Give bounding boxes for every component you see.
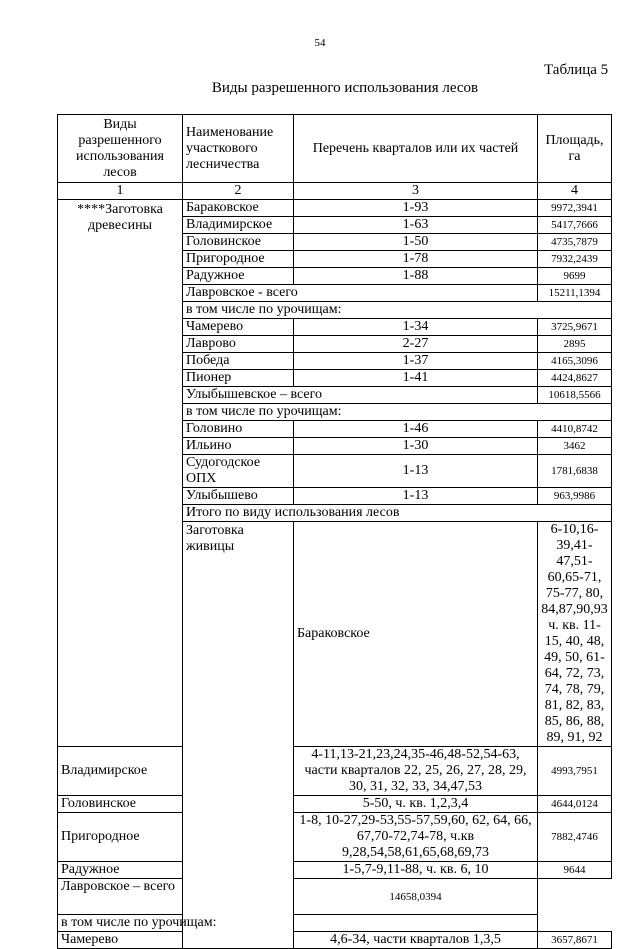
- area: 2895: [538, 336, 612, 353]
- page-number: 54: [314, 37, 326, 49]
- forestry-name: Радужное: [58, 862, 183, 879]
- quarters: 1-34: [294, 319, 538, 336]
- area: 4735,7879: [538, 234, 612, 251]
- area: 3462: [538, 438, 612, 455]
- quarters: 1-50: [294, 234, 538, 251]
- quarters: 1-30: [294, 438, 538, 455]
- column-number: 3: [294, 183, 538, 200]
- table-header-row: [58, 115, 612, 183]
- table-row: [58, 747, 612, 796]
- header-kind: Виды разрешенного использования лесов: [58, 115, 183, 183]
- subtotal-label: Улыбышевское – всего: [183, 387, 538, 404]
- quarters: 1-46: [294, 421, 538, 438]
- table-row: [58, 796, 612, 813]
- column-number: 1: [58, 183, 183, 200]
- quarters: 4,6-34, части кварталов 1,3,5: [294, 932, 538, 949]
- forestry-name: Головинское: [58, 796, 183, 813]
- subtotal-area: 14658,0394: [294, 879, 538, 915]
- quarters: 1-13: [294, 455, 538, 488]
- quarters: 5-50, ч. кв. 1,2,3,4: [294, 796, 538, 813]
- subtotal-area: 15211,1394: [538, 285, 612, 302]
- quarters: 1-78: [294, 251, 538, 268]
- quarters: 1-88: [294, 268, 538, 285]
- quarters: 1-41: [294, 370, 538, 387]
- subheading-label: в том числе по урочищам:: [58, 915, 538, 932]
- column-number: 2: [183, 183, 294, 200]
- area: 4410,8742: [538, 421, 612, 438]
- forestry-name: Бараковское: [183, 200, 294, 217]
- table-row: [58, 862, 612, 879]
- section-kind-resin: Заготовка живицы: [183, 522, 294, 949]
- tract-name: Головино: [183, 421, 294, 438]
- quarters: 1-93: [294, 200, 538, 217]
- area: 4424,8627: [538, 370, 612, 387]
- forestry-name: Владимирское: [58, 747, 183, 796]
- forestry-name: Радужное: [183, 268, 294, 285]
- area: 1781,6838: [538, 455, 612, 488]
- header-quarters: Перечень кварталов или их частей: [294, 115, 538, 183]
- tract-name: Чамерево: [183, 319, 294, 336]
- area: 9972,3941: [538, 200, 612, 217]
- quarters: 1-5,7-9,11-88, ч. кв. 6, 10: [294, 862, 538, 879]
- forestry-name: Головинское: [183, 234, 294, 251]
- subheading-label: в том числе по урочищам:: [183, 302, 612, 319]
- subheading-label: в том числе по урочищам:: [183, 404, 612, 421]
- table-title: Виды разрешенного использования лесов: [211, 80, 479, 96]
- tract-name: Судогодское ОПХ: [183, 455, 294, 488]
- subtotal-area: 10618,5566: [538, 387, 612, 404]
- forest-use-table: [57, 114, 612, 949]
- area: 7932,2439: [538, 251, 612, 268]
- area: 9644: [538, 862, 612, 879]
- tract-name: Ильино: [183, 438, 294, 455]
- tract-name: Пионер: [183, 370, 294, 387]
- subheading-row: [58, 915, 612, 932]
- quarters: 1-63: [294, 217, 538, 234]
- area: 3657,8671: [538, 932, 612, 949]
- table-row: [58, 200, 612, 217]
- tract-name: Победа: [183, 353, 294, 370]
- total-label: Итого по виду использования лесов: [183, 505, 612, 522]
- tract-name: Чамерево: [58, 932, 183, 949]
- subtotal-label: Лавровское - всего: [183, 285, 538, 302]
- table-label: Таблица 5: [544, 62, 609, 78]
- area: 963,9986: [538, 488, 612, 505]
- forestry-name: Владимирское: [183, 217, 294, 234]
- area: 4165,3096: [538, 353, 612, 370]
- area: 9699: [538, 268, 612, 285]
- forestry-name: Бараковское: [294, 522, 538, 747]
- area: 5417,7666: [538, 217, 612, 234]
- tract-name: Улыбышево: [183, 488, 294, 505]
- forestry-name: Пригородное: [58, 813, 183, 862]
- quarters: 1-37: [294, 353, 538, 370]
- quarters: 1-8, 10-27,29-53,55-57,59,60, 62, 64, 66, 67,70-72,74-78, ч.кв 9,28,54,58,61,65,68,69,73: [294, 813, 538, 862]
- subtotal-row: [58, 879, 612, 915]
- header-area: Площадь, га: [538, 115, 612, 183]
- area: 3725,9671: [538, 319, 612, 336]
- area: 4993,7951: [538, 747, 612, 796]
- area: 4644,0124: [538, 796, 612, 813]
- table-row: [58, 813, 612, 862]
- quarters: 6-10,16-39,41-47,51-60,65-71, 75-77, 80, 84,87,90,93 ч. кв. 11-15, 40, 48, 49, 50, 61-64, 72, 73, 74, 78, 79, 81, 82, 83, 85, 86, 88, 89, 91, 92: [538, 522, 612, 747]
- subtotal-label: Лавровское – всего: [58, 879, 294, 915]
- column-number-row: [58, 183, 612, 200]
- quarters: 4-11,13-21,23,24,35-46,48-52,54-63, части кварталов 22, 25, 26, 27, 28, 29, 30, 31, 32, 33, 34,47,53: [294, 747, 538, 796]
- table-row: [58, 932, 612, 949]
- column-number: 4: [538, 183, 612, 200]
- forestry-name: Пригородное: [183, 251, 294, 268]
- tract-name: Лаврово: [183, 336, 294, 353]
- quarters: 1-13: [294, 488, 538, 505]
- header-forestry: Наименование участкового лесничества: [183, 115, 294, 183]
- quarters: 2-27: [294, 336, 538, 353]
- area: 7882,4746: [538, 813, 612, 862]
- section-kind-timber: ****Заготовка древесины: [58, 200, 183, 747]
